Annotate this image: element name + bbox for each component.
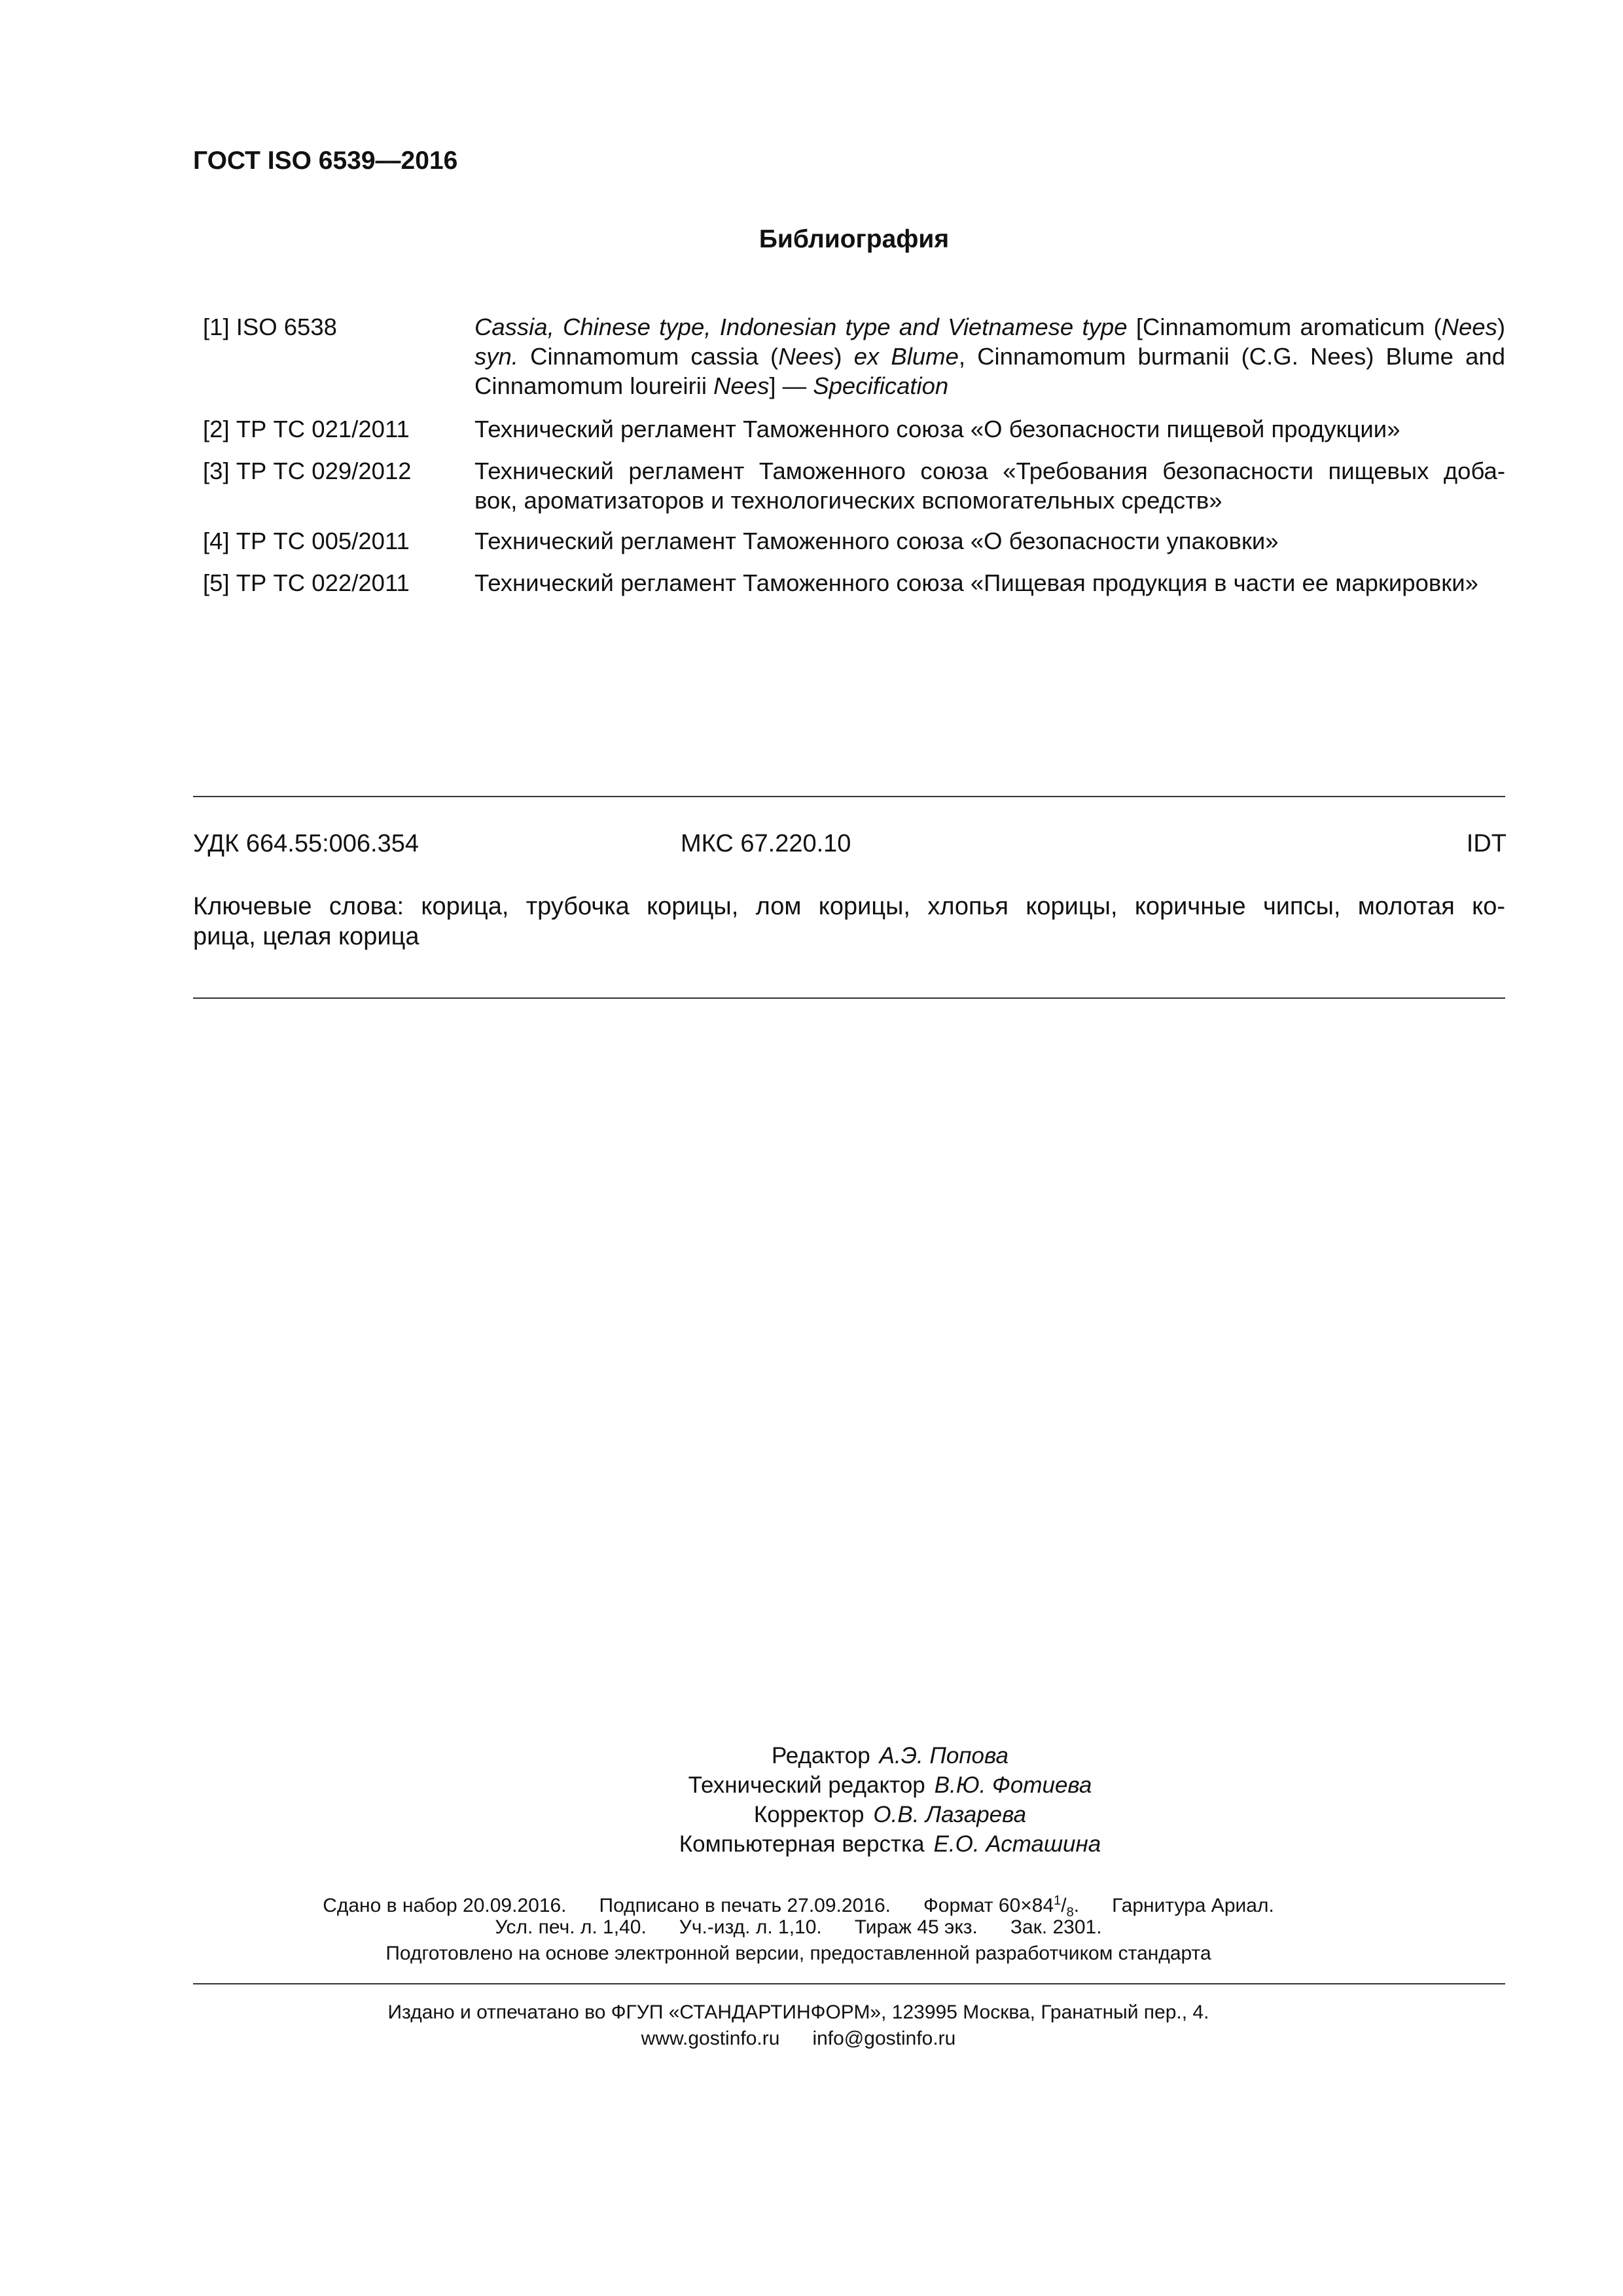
publisher-contacts [0, 2026, 1597, 2051]
reference-text [474, 414, 1505, 444]
reference-segment: , Cinnamomum burmanii (C.G. Nees) Blume and [958, 343, 1506, 370]
reference-segment: ) [1497, 314, 1505, 340]
reference-segment: Nees [1441, 314, 1497, 340]
keywords [193, 891, 1505, 952]
publisher-website[interactable]: www.gostinfo.ru [641, 2028, 780, 2049]
reference-line: Технический регламент Таможенного союза «О безопасности упаковки» [474, 528, 1279, 554]
imprint-submitted: Сдано в набор 20.09.2016. [323, 1895, 567, 1916]
keywords-line: рица, целая корица [193, 923, 419, 950]
reference-text [474, 526, 1505, 556]
divider-top [193, 796, 1505, 797]
imprint-line-2 [0, 1914, 1597, 1940]
reference-segment: [Cinnamomum aromaticum ( [1127, 314, 1442, 340]
reference-number: [1] ISO 6538 [203, 314, 337, 340]
reference-line: Технический регламент Таможенного союза «Требования безопасности пищевых доба- [474, 457, 1505, 484]
imprint-pub-sheets: Уч.-изд. л. 1,10. [679, 1916, 822, 1938]
credit-role: Технический редактор [688, 1772, 925, 1798]
reference-line: вок, ароматизаторов и технологических вспомогательных средств» [474, 487, 1222, 514]
document-id: ГОСТ ISO 6539—2016 [193, 147, 458, 175]
credit-name: Е.О. Асташина [933, 1831, 1101, 1857]
reference-line [474, 371, 1505, 401]
reference-text [474, 456, 1505, 515]
reference-number: [2] ТР ТС 021/2011 [203, 416, 410, 442]
reference-segment: Cinnamomum loureirii [474, 372, 714, 399]
credit-role: Корректор [753, 1802, 865, 1827]
credit-proofreader [0, 1800, 1623, 1829]
reference-segment: Nees [713, 372, 770, 399]
imprint-signed: Подписано в печать 27.09.2016. [599, 1895, 891, 1916]
reference-line: Технический регламент Таможенного союза «О безопасности пищевой продукции» [474, 416, 1400, 442]
imprint-run: Тираж 45 экз. [854, 1916, 978, 1938]
reference-segment: syn. [474, 343, 518, 370]
imprint-format-sub: 8 [1066, 1905, 1074, 1920]
imprint-print-sheets: Усл. печ. л. 1,40. [495, 1916, 647, 1938]
reference-segment: Specification [813, 372, 949, 399]
publisher-email[interactable]: info@gostinfo.ru [812, 2028, 956, 2049]
publisher-line: Издано и отпечатано во ФГУП «СТАНДАРТИНФОРМ», 123995 Москва, Гранатный пер., 4. [387, 2001, 1209, 2023]
reference-number: [5] ТР ТС 022/2011 [203, 569, 410, 596]
reference-number: [4] ТР ТС 005/2011 [203, 528, 410, 554]
reference-number: [3] ТР ТС 029/2012 [203, 457, 412, 484]
reference-segment: Cinnamomum cassia ( [518, 343, 779, 370]
reference-segment: ] — [769, 372, 813, 399]
reference-text [474, 312, 1505, 401]
reference-line [474, 342, 1505, 371]
divider-bottom [193, 997, 1505, 999]
reference-line [474, 312, 1505, 342]
credit-name: В.Ю. Фотиева [934, 1772, 1092, 1798]
mks-code: МКС 67.220.10 [681, 830, 851, 857]
imprint-format-suffix: . [1073, 1895, 1080, 1916]
imprint-format [923, 1893, 1080, 1920]
imprint-prepared: Подготовлено на основе электронной версии, предоставленной разработчиком стандарта [385, 1943, 1211, 1964]
reference-segment: ) [834, 343, 854, 370]
imprint-format-slash: / [1061, 1895, 1067, 1916]
credit-name: А.Э. Попова [879, 1743, 1008, 1768]
divider-publisher [193, 1983, 1505, 1984]
reference-line: Технический регламент Таможенного союза «Пищевая продукция в части ее маркировки» [474, 569, 1478, 596]
udk-code: УДК 664.55:006.354 [193, 830, 419, 857]
reference-text [474, 568, 1505, 598]
credit-name: О.В. Лазарева [873, 1802, 1027, 1827]
credit-editor [0, 1741, 1623, 1770]
reference-segment: ex Blume [853, 343, 959, 370]
imprint-font: Гарнитура Ариал. [1112, 1895, 1274, 1916]
credit-role: Редактор [772, 1743, 870, 1768]
bibliography-title: Библиография [758, 225, 950, 253]
credit-layout [0, 1829, 1623, 1859]
reference-title: Cassia, Chinese type, Indonesian type and Vietnamese type [474, 314, 1128, 340]
credit-tech-editor [0, 1770, 1623, 1800]
imprint-format-prefix: Формат 60×84 [923, 1895, 1054, 1916]
idt-label: IDT [1466, 830, 1507, 857]
credit-role: Компьютерная верстка [679, 1831, 925, 1857]
imprint-format-sup: 1 [1054, 1893, 1061, 1908]
reference-segment: Nees [778, 343, 834, 370]
keywords-line: Ключевые слова: корица, трубочка корицы, лом корицы, хлопья корицы, коричные чипсы, молотая ко- [193, 893, 1505, 920]
imprint-order: Зак. 2301. [1010, 1916, 1102, 1938]
